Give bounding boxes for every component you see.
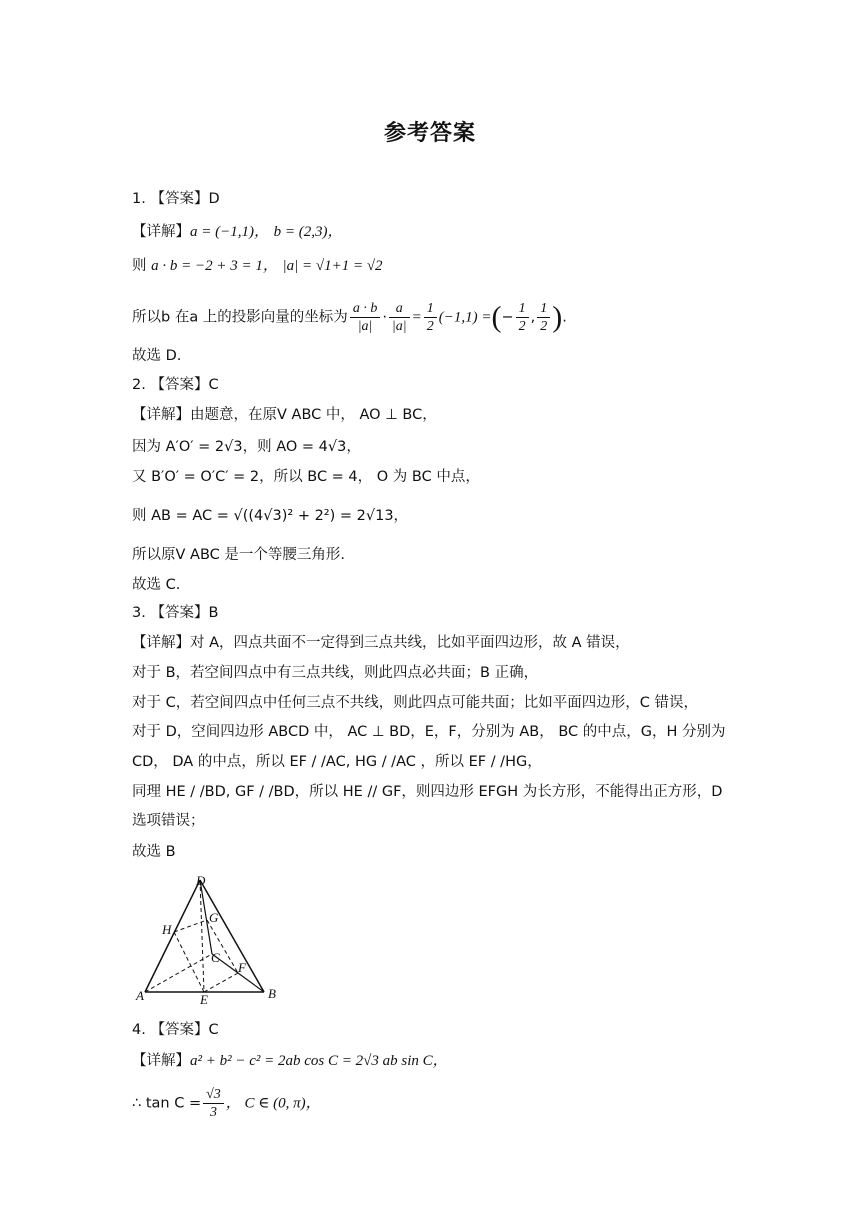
label-d: D	[196, 873, 206, 888]
fraction: $\frac{√3}{3}$	[203, 1086, 224, 1121]
q2-line-1: 【详解】由题意，在原V ABC 中， AO ⊥ BC，	[132, 407, 437, 423]
fraction: $\frac{1}{2}$	[537, 300, 550, 335]
label-f: F	[238, 960, 246, 975]
q1-number: 1.	[132, 191, 151, 207]
q1-line-1: 【详解】a = (−1,1)， b = (2,3)，	[132, 224, 343, 240]
q3-line-4: 对于 D，空间四边形 ABCD 中， AC ⊥ BD，E，F，分别为 AB， BC 的中点，G，H 分别为	[132, 724, 726, 740]
label-g: G	[209, 910, 219, 925]
q2-line-5: 所以原V ABC 是一个等腰三角形.	[132, 547, 345, 563]
fraction: $\frac{a \cdot b}{|a|}$	[350, 300, 381, 335]
q3-line-7: 选项错误；	[132, 813, 205, 829]
q4-line-2: ∴ tan C = $\frac{√3}{3}$ ， C ∈ (0, π)，	[132, 1087, 321, 1120]
q4-answer: 4. 【答案】C	[132, 1022, 219, 1038]
tetrahedron-figure	[132, 872, 292, 1012]
q1-conclusion: 故选 D.	[132, 348, 182, 364]
q2-answer: 2. 【答案】C	[132, 377, 219, 393]
label-b: B	[268, 986, 276, 1001]
q1-answer-label: 【答案】D	[150, 191, 220, 207]
fraction: $\frac{1}{2}$	[424, 300, 437, 335]
q2-line-3: 又 B′O′ = O′C′ = 2，所以 BC = 4， O 为 BC 中点，	[132, 469, 480, 485]
q3-line-1: 【详解】对 A，四点共面不一定得到三点共线，比如平面四边形，故 A 错误，	[132, 635, 630, 651]
q4-line-1: 【详解】a² + b² − c² = 2ab cos C = 2√3 ab sin C，	[132, 1053, 448, 1069]
q3-line-6: 同理 HE / /BD, GF / /BD，所以 HE // GF，则四边形 EFGH 为长方形，不能得出正方形，D	[132, 784, 723, 800]
q3-conclusion: 故选 B	[132, 844, 176, 860]
q1-answer	[132, 189, 732, 209]
label-h: H	[162, 922, 172, 937]
q3-line-2: 对于 B，若空间四点中有三点共线，则此四点必共面；B 正确，	[132, 665, 539, 681]
page-title: 参考答案	[383, 121, 476, 146]
q1-detail-tag: 【详解】	[132, 224, 190, 240]
q2-conclusion: 故选 C.	[132, 577, 181, 593]
label-a: A	[136, 988, 144, 1003]
q3-line-5: CD， DA 的中点，所以 EF / /AC, HG / /AC ，所以 EF / /HG，	[132, 754, 542, 770]
fraction: $\frac{1}{2}$	[516, 300, 529, 335]
q3-answer: 3. 【答案】B	[132, 605, 219, 621]
fraction: $\frac{a}{|a|}$	[389, 300, 410, 335]
q1-line-3: 所以b 在a 上的投影向量的坐标为 $\frac{a \cdot b}{|a|}$ · $\frac{a}{|a|}$ = $\frac{1}{2}$ (−1,1) =(− $\frac{1}{2}$ , $\frac{1}{2}$ ).	[132, 300, 567, 334]
q2-line-4: 则 AB = AC = √((4√3)² + 2²) = 2√13，	[132, 508, 409, 524]
label-e: E	[200, 992, 208, 1007]
q2-line-2: 因为 A′O′ = 2√3，则 AO = 4√3，	[132, 439, 361, 455]
q3-line-3: 对于 C，若空间四点中任何三点不共线，则此四点可能共面；比如平面四边形，C 错误，	[132, 695, 698, 711]
label-c: C	[211, 950, 220, 965]
q1-line-2: 则 a · b = −2 + 3 = 1， |a| = √1+1 = √2	[132, 258, 383, 274]
